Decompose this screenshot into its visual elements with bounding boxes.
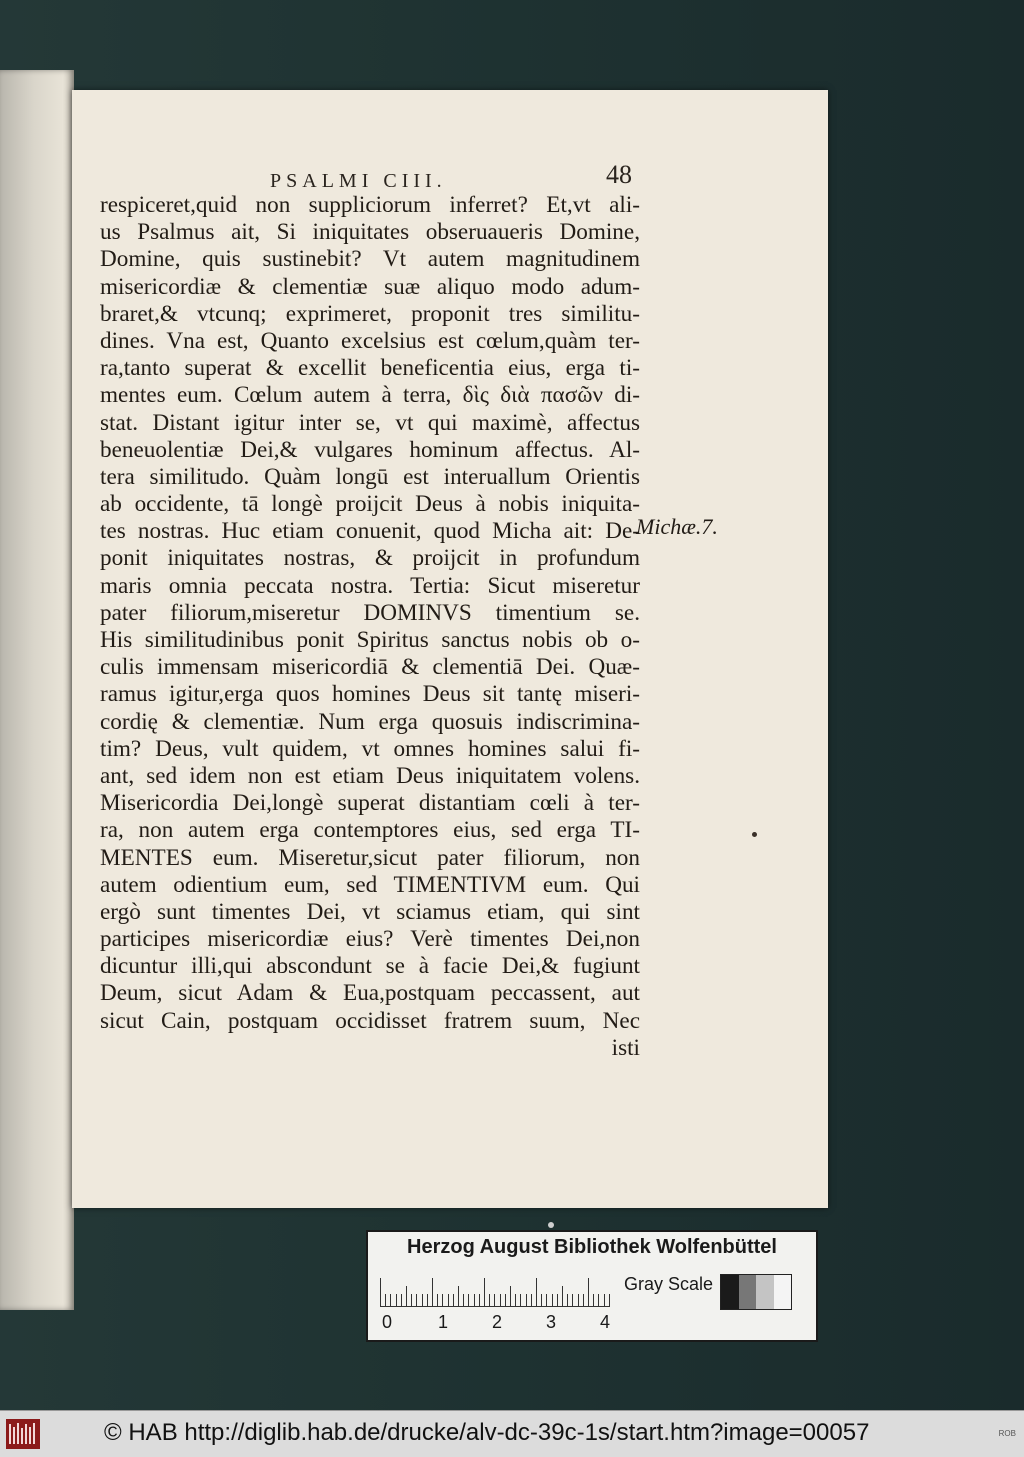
text-line: His similitudinibus ponit Spiritus sanctus nobis ob o- xyxy=(100,627,640,653)
ruler-tick xyxy=(432,1278,433,1306)
text-line: sicut Cain, postquam occidisset fratrem suum, Nec xyxy=(100,1007,640,1034)
library-name: Herzog August Bibliothek Wolfenbüttel xyxy=(407,1236,777,1258)
ruler-tick xyxy=(588,1278,589,1306)
ruler-number: 3 xyxy=(546,1312,557,1332)
gray-swatch xyxy=(721,1275,739,1309)
ruler-tick xyxy=(583,1294,584,1306)
ruler-tick xyxy=(437,1294,438,1306)
ruler-tick xyxy=(536,1278,537,1306)
ruler-tick xyxy=(411,1294,412,1306)
ruler-tick xyxy=(593,1294,594,1306)
gray-scale-label: Gray Scale xyxy=(624,1274,714,1294)
hab-logo-icon xyxy=(6,1419,40,1449)
ruler-tick xyxy=(510,1286,511,1306)
ruler xyxy=(380,1276,610,1307)
text-line: stat. Distant igitur inter se, vt qui maximè, affectus xyxy=(100,409,640,436)
text-line: respiceret,quid non suppliciorum inferret? Et,vt ali- xyxy=(100,192,640,218)
ruler-tick xyxy=(401,1294,402,1306)
text-line: autem odientium eum, sed TIMENTIVM eum. Qui xyxy=(100,871,640,898)
ruler-number: 4 xyxy=(600,1312,611,1332)
ruler-tick xyxy=(474,1294,475,1306)
ruler-number: 1 xyxy=(438,1312,449,1332)
ruler-tick xyxy=(448,1294,449,1306)
text-line: Deum, sicut Adam & Eua,postquam peccassent, aut xyxy=(100,980,640,1007)
ruler-tick xyxy=(385,1294,386,1306)
text-line: braret,& vtcunq; exprimeret, proponit tres similitu- xyxy=(100,300,640,327)
ruler-tick xyxy=(427,1294,428,1306)
text-line: mentes eum. Cœlum autem à terra, δὶς διὰ πασῶν di- xyxy=(100,382,640,409)
text-line: misericordiæ & clementiæ suæ aliquo modo adum- xyxy=(100,273,640,300)
catchword: isti xyxy=(611,1034,640,1061)
ruler-tick xyxy=(396,1294,397,1306)
ruler-tick xyxy=(494,1294,495,1306)
ruler-tick xyxy=(598,1294,599,1306)
gutter-dot xyxy=(548,1222,554,1228)
text-line: participes misericordiæ eius? Verè timentes Dei,non xyxy=(100,926,640,953)
text-line: tim? Deus, vult quidem, vt omnes homines salui fi- xyxy=(100,735,640,762)
ruler-tick xyxy=(515,1294,516,1306)
ruler-tick xyxy=(604,1294,605,1306)
ruler-tick xyxy=(479,1294,480,1306)
text-line: tes nostras. Huc etiam conuenit, quod Micha ait: De- xyxy=(100,518,640,545)
text-line: culis immensam misericordiā & clementiā Dei. Quæ- xyxy=(100,654,640,681)
ruler-tick xyxy=(500,1294,501,1306)
gray-swatch xyxy=(739,1275,757,1309)
text-line: ab occidente, tā longè proijcit Deus à nobis iniquita- xyxy=(100,491,640,518)
gray-swatch xyxy=(756,1275,774,1309)
text-line: us Psalmus ait, Si iniquitates obseruaueris Domine, xyxy=(100,219,640,246)
ruler-tick xyxy=(489,1294,490,1306)
ink-speck xyxy=(752,832,757,837)
running-head: PSALMI CIII. xyxy=(270,170,447,192)
text-line: maris omnia peccata nostra. Tertia: Sicut miseretur xyxy=(100,572,640,599)
text-line: ra,tanto superat & excellit beneficentia eius, erga ti- xyxy=(100,355,640,382)
ruler-tick xyxy=(422,1294,423,1306)
text-line: cordię & clementiæ. Num erga quosuis indiscrimina- xyxy=(100,708,640,735)
ruler-tick xyxy=(531,1294,532,1306)
scale-card xyxy=(366,1230,818,1342)
ruler-tick xyxy=(572,1294,573,1306)
ruler-tick xyxy=(463,1294,464,1306)
ruler-tick xyxy=(380,1278,381,1306)
text-line: ramus igitur,erga quos homines Deus sit tantę miseri- xyxy=(100,681,640,708)
ruler-tick xyxy=(557,1294,558,1306)
ruler-tick xyxy=(541,1294,542,1306)
ruler-tick xyxy=(505,1294,506,1306)
ruler-tick xyxy=(406,1286,407,1306)
text-line: dines. Vna est, Quanto excelsius est cœlum,quàm ter- xyxy=(100,327,640,354)
text-line: Misericordia Dei,longè superat distantiam cœli à ter- xyxy=(100,790,640,817)
text-line: dicuntur illi,qui abscondunt se à facie Dei,& fugiunt xyxy=(100,953,640,980)
ruler-tick xyxy=(578,1294,579,1306)
text-line: ponit iniquitates nostras, & proijcit in profundum xyxy=(100,545,640,572)
ruler-tick xyxy=(562,1286,563,1306)
ruler-tick xyxy=(526,1294,527,1306)
ruler-tick xyxy=(609,1294,610,1306)
ruler-tick xyxy=(520,1294,521,1306)
footer-mark: ROB xyxy=(998,1429,1016,1438)
text-line: pater filiorum,miseretur DOMINVS timentium se. xyxy=(100,599,640,626)
ruler-tick xyxy=(546,1294,547,1306)
copyright-url: © HAB http://diglib.hab.de/drucke/alv-dc-39c-1s/start.htm?image=00057 xyxy=(104,1419,870,1446)
text-line: ant, sed idem non est etiam Deus iniquitatem volens. xyxy=(100,762,640,789)
body-text xyxy=(100,192,640,1062)
ruler-tick xyxy=(567,1294,568,1306)
ruler-tick xyxy=(390,1294,391,1306)
ruler-tick xyxy=(442,1294,443,1306)
facing-page-edge xyxy=(0,70,74,1310)
ruler-number: 2 xyxy=(492,1312,503,1332)
ruler-tick xyxy=(468,1294,469,1306)
ruler-tick xyxy=(453,1294,454,1306)
ruler-tick xyxy=(484,1278,485,1306)
text-line: tera similitudo. Quàm longū est interuallum Orientis xyxy=(100,463,640,490)
text-line: MENTES eum. Miseretur,sicut pater filiorum, non xyxy=(100,844,640,871)
ruler-tick xyxy=(416,1294,417,1306)
text-line: ra, non autem erga contemptores eius, sed erga TI- xyxy=(100,817,640,844)
margin-note: Michæ.7. xyxy=(636,514,718,539)
gray-scale-strip xyxy=(720,1274,792,1310)
gray-swatch xyxy=(774,1275,792,1309)
text-line: ergò sunt timentes Dei, vt sciamus etiam, qui sint xyxy=(100,898,640,925)
ruler-number: 0 xyxy=(382,1312,393,1332)
footer-bar xyxy=(0,1410,1024,1457)
text-line: Domine, quis sustinebit? Vt autem magnitudinem xyxy=(100,246,640,273)
ruler-tick xyxy=(458,1286,459,1306)
page-number: 48 xyxy=(606,160,632,189)
text-line: beneuolentiæ Dei,& vulgares hominum affectus. Al- xyxy=(100,436,640,463)
ruler-tick xyxy=(552,1294,553,1306)
